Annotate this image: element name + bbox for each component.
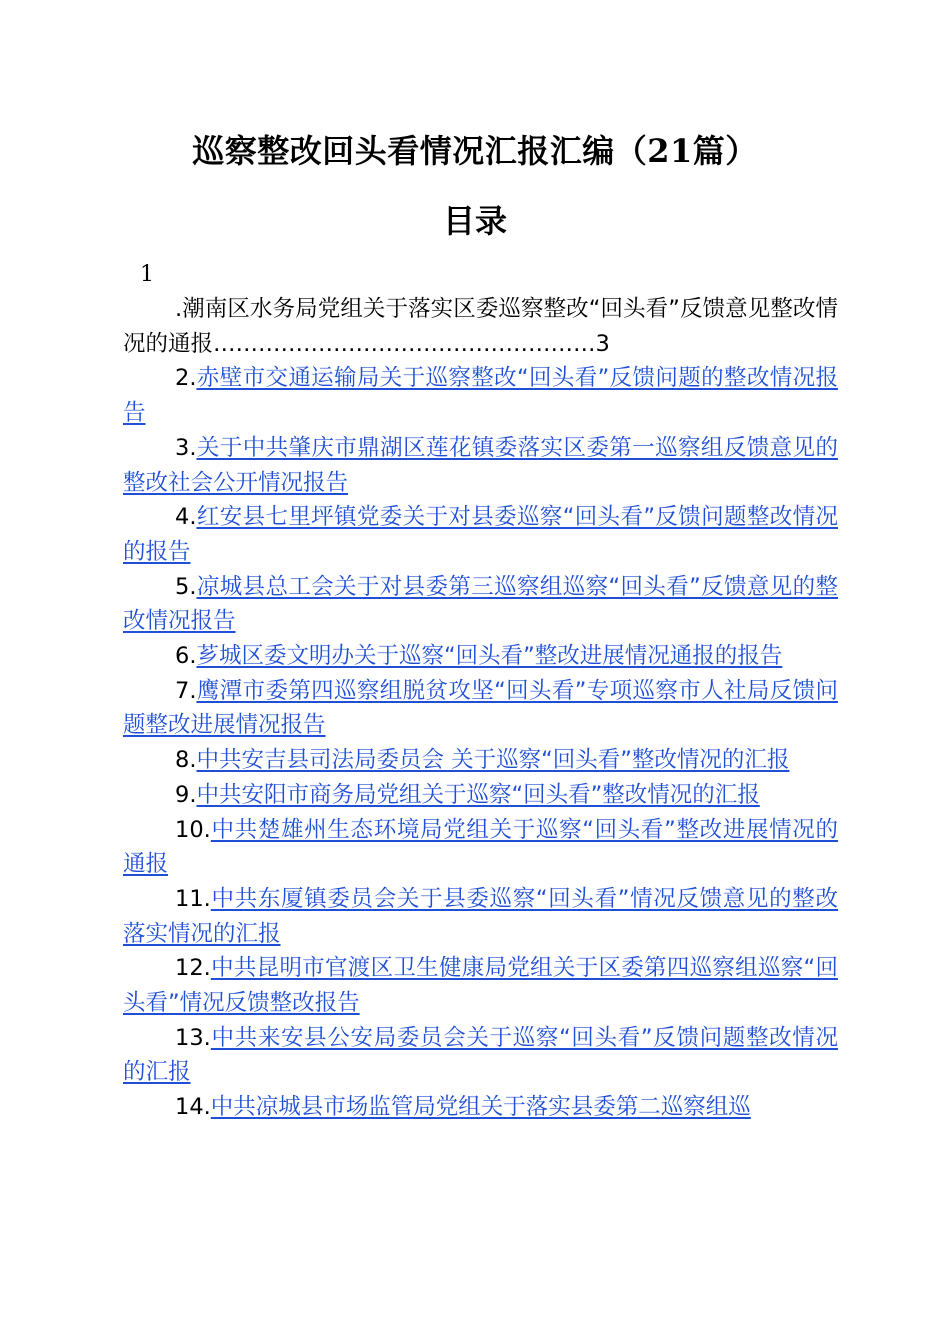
toc-entry-number: 9. xyxy=(175,781,197,808)
toc-leader-dots: …………………………………………… xyxy=(213,330,596,357)
toc-entry xyxy=(123,292,838,361)
toc-entry[interactable] xyxy=(123,431,838,500)
toc-entry-link[interactable]: 关于中共肇庆市鼎湖区莲花镇委落实区委第一巡察组反馈意见的整改社会公开情况报告 xyxy=(123,434,838,496)
toc-entry-number: . xyxy=(175,296,183,322)
toc-entry-number: 13. xyxy=(175,1024,211,1051)
toc-entry-number: 12. xyxy=(175,955,211,982)
table-of-contents xyxy=(123,292,838,1125)
toc-entry[interactable] xyxy=(123,1021,838,1090)
toc-entry-number: 8. xyxy=(175,747,197,774)
toc-entry-number: 14. xyxy=(175,1094,211,1121)
toc-entry[interactable] xyxy=(123,951,838,1020)
page-marker-number: 1 xyxy=(140,262,154,287)
toc-entry[interactable] xyxy=(123,1090,838,1125)
toc-entry-number: 2. xyxy=(175,365,197,392)
toc-entry[interactable] xyxy=(123,813,838,882)
toc-entry-link[interactable]: 凉城县总工会关于对县委第三巡察组巡察“回头看”反馈意见的整改情况报告 xyxy=(123,573,838,635)
toc-entry-link[interactable]: 中共安吉县司法局委员会 关于巡察“回头看”整改情况的汇报 xyxy=(196,747,790,774)
toc-entry-link[interactable]: 中共安阳市商务局党组关于巡察“回头看”整改情况的汇报 xyxy=(196,781,760,808)
document-title: 巡察整改回头看情况汇报汇编（21篇） xyxy=(192,132,758,170)
toc-entry-link[interactable]: 赤壁市交通运输局关于巡察整改“回头看”反馈问题的整改情况报告 xyxy=(123,365,838,427)
toc-entry-number: 7. xyxy=(175,677,197,704)
toc-entry-link[interactable]: 芗城区委文明办关于巡察“回头看”整改进展情况通报的报告 xyxy=(196,643,783,670)
toc-entry[interactable] xyxy=(123,743,838,778)
toc-entry[interactable] xyxy=(123,674,838,743)
toc-entry-number: 4. xyxy=(175,504,197,531)
toc-entry[interactable] xyxy=(123,361,838,430)
toc-entry-number: 3. xyxy=(175,434,197,461)
toc-entry-link[interactable]: 中共楚雄州生态环境局党组关于巡察“回头看”整改进展情况的通报 xyxy=(123,816,838,878)
toc-entry[interactable] xyxy=(123,778,838,813)
toc-entry-link[interactable]: 中共昆明市官渡区卫生健康局党组关于区委第四巡察组巡察“回头看”情况反馈整改报告 xyxy=(123,955,838,1017)
toc-entry-link[interactable]: 中共凉城县市场监管局党组关于落实县委第二巡察组巡 xyxy=(210,1094,751,1121)
toc-page-number: 3 xyxy=(595,330,610,357)
toc-entry[interactable] xyxy=(123,570,838,639)
toc-entry-text: 潮南区水务局党组关于落实区委巡察整改“回头看”反馈意见整改情况的通报 xyxy=(123,296,838,357)
toc-entry-number: 6. xyxy=(175,643,197,670)
toc-heading: 目录 xyxy=(442,202,507,240)
toc-entry[interactable] xyxy=(123,639,838,674)
toc-entry[interactable] xyxy=(123,882,838,951)
toc-entry-number: 11. xyxy=(175,885,211,912)
toc-entry-number: 5. xyxy=(175,573,197,600)
toc-entry-link[interactable]: 中共来安县公安局委员会关于巡察“回头看”反馈问题整改情况的汇报 xyxy=(123,1024,838,1086)
toc-entry-link[interactable]: 中共东厦镇委员会关于县委巡察“回头看”情况反馈意见的整改落实情况的汇报 xyxy=(123,885,838,947)
toc-entry-number: 10. xyxy=(175,816,211,843)
toc-entry[interactable] xyxy=(123,500,838,569)
toc-entry-link[interactable]: 红安县七里坪镇党委关于对县委巡察“回头看”反馈问题整改情况的报告 xyxy=(123,504,838,565)
toc-entry-link[interactable]: 鹰潭市委第四巡察组脱贫攻坚“回头看”专项巡察市人社局反馈问题整改进展情况报告 xyxy=(123,677,838,739)
